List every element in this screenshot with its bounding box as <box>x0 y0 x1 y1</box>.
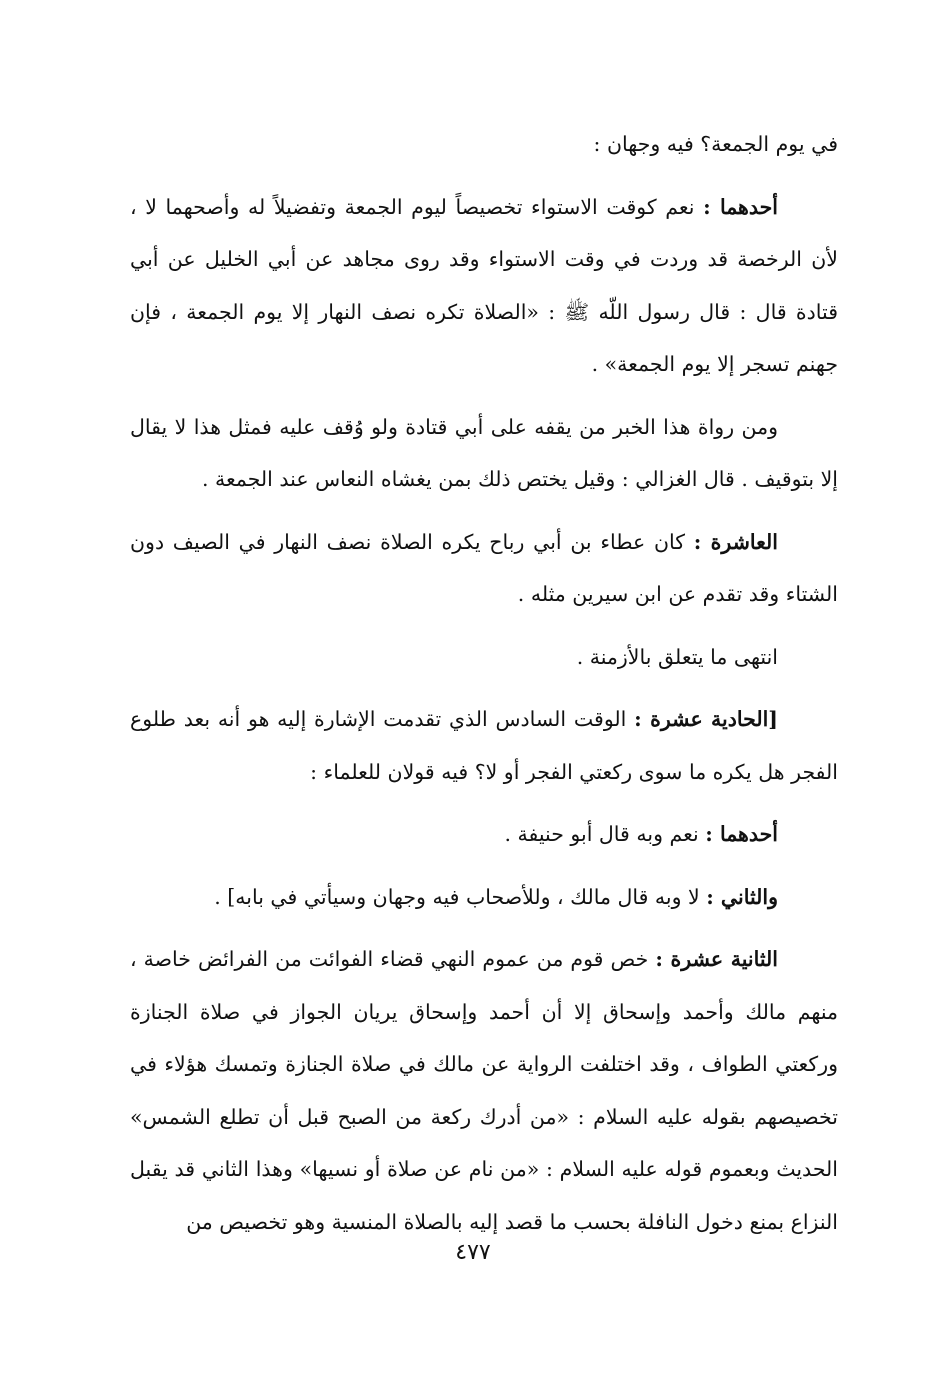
paragraph-4-term: العاشرة : <box>693 529 778 554</box>
paragraph-7-term: أحدهما : <box>705 822 778 846</box>
paragraph-6-text: الوقت السادس الذي تقدمت الإشارة إليه هو أنه بعد طلوع الفجر هل يكره ما سوى ركعتي الفجر أو لا؟ فيه قولان للعلماء : <box>130 707 838 784</box>
paragraph-6-term: [الحادية عشرة : <box>634 707 779 731</box>
paragraph-2-text: نعم كوقت الاستواء تخصيصاً ليوم الجمعة وتفضيلاً له وأصحهما لا ، لأن الرخصة قد وردت في وقت الاستواء وقد روى مجاهد عن أبي الخليل عن أبي قتادة قال : قال رسول اللّه ﷺ : «الصلاة تكره نصف النهار إلا يوم الجمعة ، فإن جهنم تسجر إلا يوم الجمعة» . <box>130 194 838 376</box>
paragraph-6 <box>130 693 838 798</box>
paragraph-9 <box>130 933 838 1248</box>
paragraph-3 <box>130 401 838 506</box>
paragraph-1-text: في يوم الجمعة؟ فيه وجهان : <box>593 132 838 156</box>
body-text <box>130 118 838 1258</box>
paragraph-1 <box>130 118 838 171</box>
paragraph-8-term: والثاني : <box>706 884 778 909</box>
paragraph-5-text: انتهى ما يتعلق بالأزمنة . <box>576 644 778 669</box>
page-number: ٤٧٧ <box>455 1240 491 1265</box>
paragraph-9-text: خص قوم من عموم النهي قضاء الفوائت من الفرائض خاصة ، منهم مالك وأحمد وإسحاق إلا أن أحمد وإسحاق يريان الجواز في صلاة الجنازة وركعتي الطواف ، وقد اختلفت الرواية عن مالك في صلاة الجنازة وتمسك هؤلاء في تخصيصهم بقوله عليه السلام : «من أدرك ركعة من الصبح قبل أن تطلع الشمس» الحديث وبعموم قوله عليه السلام : «من نام عن صلاة أو نسيها» وهذا الثاني قد يقبل النزاع بمنع دخول النافلة بحسب ما قصد إليه بالصلاة المنسية وهو تخصيص من <box>130 947 838 1234</box>
paragraph-2-term: أحدهما : <box>703 194 778 219</box>
paragraph-7 <box>130 808 838 861</box>
paragraph-4-text: كان عطاء بن أبي رباح يكره الصلاة نصف النهار في الصيف دون الشتاء وقد تقدم عن ابن سيرين مثله . <box>130 529 838 606</box>
paragraph-9-term: الثانية عشرة : <box>655 947 778 971</box>
paragraph-3-text: ومن رواة هذا الخبر من يقفه على أبي قتادة ولو وُقف عليه فمثل هذا لا يقال إلا بتوقيف . قال الغزالي : وقيل يختص ذلك بمن يغشاه النعاس عند الجمعة . <box>130 414 838 491</box>
paragraph-7-text: نعم وبه قال أبو حنيفة . <box>504 822 706 846</box>
paragraph-5 <box>130 631 838 684</box>
paragraph-2 <box>130 181 838 391</box>
paragraph-8 <box>130 871 838 924</box>
paragraph-4 <box>130 516 838 621</box>
paragraph-8-text: لا وبه قال مالك ، وللأصحاب فيه وجهان وسيأتي في بابه] . <box>214 884 707 909</box>
